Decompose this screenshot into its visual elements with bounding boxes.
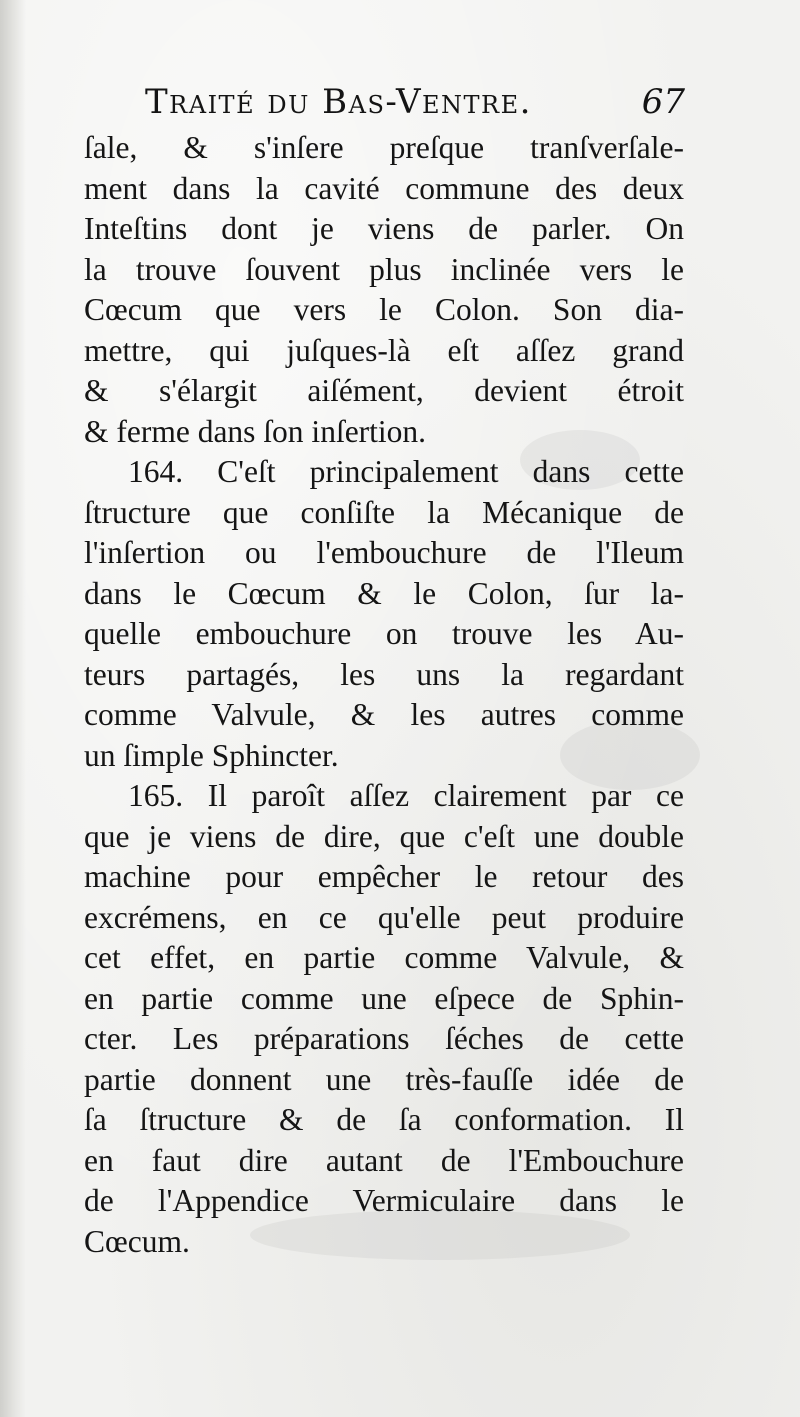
text-line: un ſimple Sphincter.	[84, 737, 339, 773]
text-line: cter. Les préparations ſéches de cette	[84, 1021, 684, 1056]
text-line: Inteſtins dont je viens de parler. On	[84, 211, 684, 246]
text-line: 165. Il paroît aſſez clairement par ce	[128, 778, 684, 813]
text-line: en partie comme une eſpece de Sphin-	[84, 980, 684, 1016]
text-line: dans le Cœcum & le Colon, ſur la-	[84, 575, 684, 611]
page-header	[145, 82, 685, 132]
text-line: cet effet, en partie comme Valvule, &	[84, 940, 684, 975]
text-line: & ferme dans ſon inſertion.	[84, 413, 427, 449]
text-line: Cœcum que vers le Colon. Son dia-	[84, 292, 684, 327]
text-line: l'inſertion ou l'embouchure de l'Ileum	[84, 535, 684, 570]
text-line: & s'élargit aiſément, devient étroit	[84, 373, 684, 408]
text-line: que je viens de dire, que c'eſt une double	[84, 818, 684, 854]
text-line: excrémens, en ce qu'elle peut produire	[84, 899, 684, 935]
text-line: teurs partagés, les uns la regardant	[84, 656, 684, 692]
text-line: mettre, qui juſques-là eſt aſſez grand	[84, 332, 684, 368]
text-line: ment dans la cavité commune des deux	[84, 170, 684, 206]
text-line: de l'Appendice Vermiculaire dans le	[84, 1183, 684, 1218]
body-text	[84, 128, 684, 1262]
page-number: 67	[641, 82, 685, 122]
page-gutter-shadow	[0, 0, 26, 1417]
text-line: la trouve ſouvent plus inclinée vers le	[84, 251, 684, 287]
text-line: machine pour empêcher le retour des	[84, 859, 684, 894]
text-line: partie donnent une très-fauſſe idée de	[84, 1061, 684, 1097]
running-title: Traité du Bas-Ventre.	[145, 82, 532, 122]
text-line: ſa ſtructure & de ſa conformation. Il	[84, 1102, 684, 1137]
text-line: ſale, & s'inſere preſque tranſverſale-	[84, 130, 684, 165]
text-line: Cœcum.	[84, 1223, 190, 1259]
text-line: 164. C'eſt principalement dans cette	[128, 454, 684, 489]
text-line: comme Valvule, & les autres comme	[84, 697, 684, 732]
text-line: en faut dire autant de l'Embouchure	[84, 1142, 684, 1178]
text-line: ſtructure que conſiſte la Mécanique de	[84, 494, 684, 530]
text-line: quelle embouchure on trouve les Au-	[84, 616, 684, 651]
